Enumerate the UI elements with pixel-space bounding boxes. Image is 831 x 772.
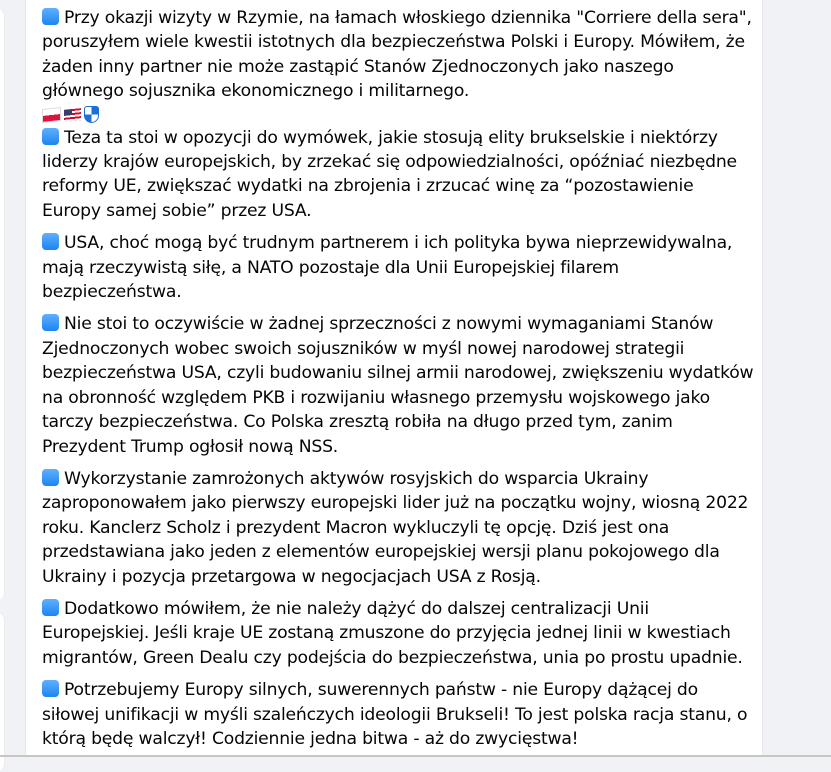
adjacent-card-top: [0, 8, 4, 601]
blue-square-icon: [42, 680, 59, 697]
post-paragraph-6: [42, 597, 757, 670]
paragraph-text: Potrzebujemy Europy silnych, suwerennych państw - nie Europy dążącej do siłowej unifikacji w myśli szaleńczych ideologii Brukseli! To jest polska racja stanu, o którą będę walczył! Codziennie jedna bitwa - aż do zwycięstwa!: [42, 680, 748, 749]
blue-square-icon: [42, 469, 59, 486]
post-paragraph-4: [42, 312, 757, 458]
post-text: [42, 6, 757, 759]
post-paragraph-5: [42, 467, 757, 589]
poland-flag-icon: [42, 107, 61, 123]
adjacent-card-bottom: [0, 612, 4, 772]
blue-square-icon: [42, 8, 59, 25]
post-paragraph-1: [42, 6, 757, 104]
post-paragraph-7: [42, 678, 757, 751]
blue-square-icon: [42, 314, 59, 331]
paragraph-text: USA, choć mogą być trudnym partnerem i ich polityka bywa nieprzewidywalna, mają rzeczywistą siłę, a NATO pozostaje dla Unii Europejskiej filarem bezpieczeństwa.: [42, 233, 733, 303]
shield-icon: [84, 106, 99, 123]
post-paragraph-3: [42, 231, 757, 304]
usa-flag-icon: [64, 108, 81, 122]
paragraph-text: Dodatkowo mówiłem, że nie należy dążyć do dalszej centralizacji Unii Europejskiej. Jeśli kraje UE zostaną zmuszone do przyjęcia jednej linii w kwestiach migrantów, Green Dealu czy podejścia do bezpieczeństwa, unia po prostu upadnie.: [42, 598, 743, 668]
blue-square-icon: [42, 233, 59, 250]
paragraph-text: Wykorzystanie zamrożonych aktywów rosyjskich do wsparcia Ukrainy zaproponowałem jako pierwszy europejski lider już na początku wojny, wiosną 2022 roku. Kanclerz Scholz i prezydent Macron wykluczyli tę opcję. Dziś jest ona przedstawiana jako jeden z elementów europejskiej wersji planu pokojowego dla Ukrainy i pozycja przetargowa w negocjacjach USA z Rosją.: [42, 468, 749, 587]
blue-square-icon: [42, 128, 59, 145]
paragraph-text: Przy okazji wizyty w Rzymie, na łamach włoskiego dziennika "Corriere della sera", poruszyłem wiele kwestii istotnych dla bezpieczeństwa Polski i Europy. Mówiłem, że żaden inny partner nie może zastąpić Stanów Zjednoczonych jako naszego głównego sojusznika ekonomicznego i militarnego.: [42, 8, 752, 102]
post-paragraph-2: [42, 126, 757, 224]
emoji-row: [42, 104, 757, 126]
blue-square-icon: [42, 599, 59, 616]
right-sidebar: [762, 0, 831, 755]
paragraph-text: Nie stoi to oczywiście w żadnej sprzeczności z nowymi wymaganiami Stanów Zjednoczonych wobec swoich sojuszników w myśl nowej narodowej strategii bezpieczeństwa USA, czyli budowaniu silnej armii narodowej, zwiększeniu wydatków na obronność względem PKB i rozwijaniu własnego przemysłu wojskowego jako tarczy bezpieczeństwa. Co Polska zresztą robiła na długo przed tym, zanim Prezydent Trump ogłosił nową NSS.: [42, 314, 754, 457]
paragraph-text: Teza ta stoi w opozycji do wymówek, jakie stosują elity brukselskie i niektórzy liderzy krajów europejskich, by zrzekać się odpowiedzialności, opóźniać niezbędne reformy UE, zwiększać wydatki na zbrojenia i zrzucać winę za “pozostawienie Europy samej sobie” przez USA.: [42, 127, 737, 221]
